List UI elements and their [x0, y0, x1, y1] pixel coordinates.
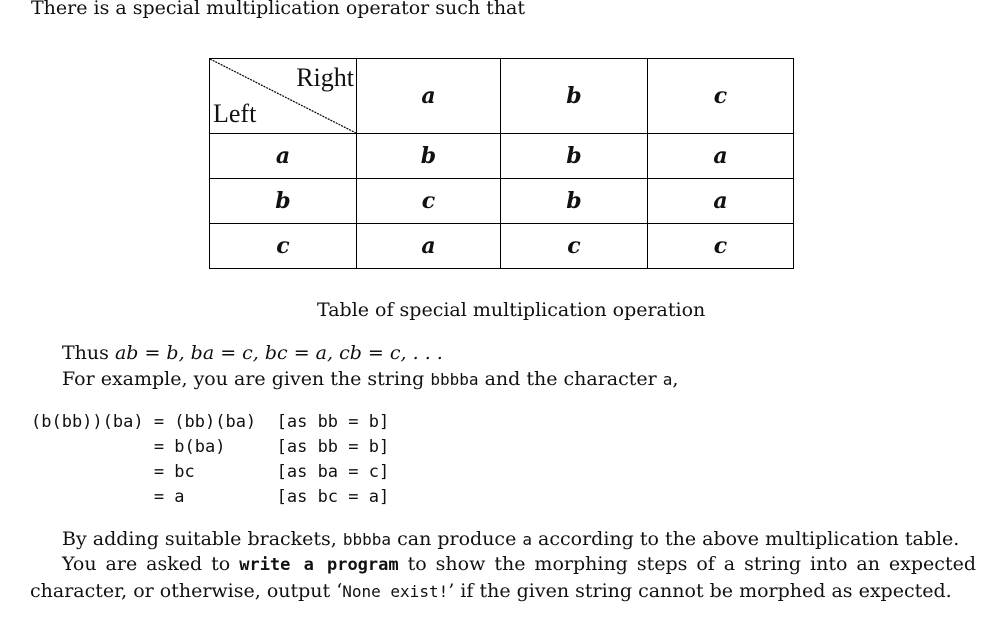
table-caption: Table of special multiplication operation	[317, 299, 706, 321]
table-cell: a	[648, 179, 794, 224]
row-header-a: a	[210, 134, 357, 179]
para2-bold: write a program	[239, 555, 399, 575]
multiplication-table	[209, 58, 794, 269]
corner-left-label: Left	[213, 99, 257, 128]
example-text-a: For example, you are given the string	[62, 368, 431, 390]
example-char: a	[662, 370, 673, 389]
para1-text-c: according to the above multiplication table.	[532, 528, 960, 550]
table-row	[210, 179, 794, 224]
derivation-line: = bc [as ba = c]	[31, 462, 390, 482]
example-string: bbbba	[430, 370, 479, 389]
para2-text-c: ’ if the given string cannot be morphed as expected.	[448, 580, 952, 602]
para2-text-b: to show the morphing steps of a string into an expected character, or otherwise, output ‘	[30, 553, 976, 602]
col-header-c: c	[648, 59, 794, 134]
para1-text-a: By adding suitable brackets,	[62, 528, 343, 550]
table-corner-cell	[210, 59, 357, 134]
example-text-c: ,	[672, 368, 679, 390]
paragraph-task	[30, 551, 976, 605]
table-cell: b	[501, 134, 648, 179]
para1-string: bbbba	[342, 530, 392, 549]
thus-prefix: Thus	[62, 342, 115, 364]
table-cell: a	[357, 224, 501, 269]
derivation-line: = b(ba) [as bb = b]	[31, 437, 390, 457]
table-cell: c	[648, 224, 794, 269]
col-header-a: a	[357, 59, 501, 134]
table-row	[210, 134, 794, 179]
table-cell: b	[357, 134, 501, 179]
table-cell: a	[648, 134, 794, 179]
derivation-line: (b(bb))(ba) = (bb)(ba) [as bb = b]	[31, 412, 390, 432]
para1-char: a	[522, 530, 532, 549]
thus-line	[62, 342, 443, 364]
row-header-b: b	[210, 179, 357, 224]
thus-math: ab = b, ba = c, bc = a, cb = c, . . .	[114, 342, 443, 364]
derivation-line: = a [as bc = a]	[31, 487, 390, 507]
paragraph-brackets	[62, 528, 959, 551]
para1-text-b: can produce	[391, 528, 523, 550]
table-header-row	[210, 59, 794, 134]
col-header-b: b	[501, 59, 648, 134]
corner-right-label: Right	[296, 63, 354, 92]
example-text-b: and the character	[478, 368, 663, 390]
para2-text-a: You are asked to	[62, 553, 240, 575]
table-row	[210, 224, 794, 269]
table-cell: b	[501, 179, 648, 224]
example-line	[62, 368, 678, 391]
row-header-c: c	[210, 224, 357, 269]
table-cell: c	[357, 179, 501, 224]
intro-text: There is a special multiplication operator such that	[31, 0, 526, 19]
para2-mono: None exist!	[342, 582, 449, 601]
table-cell: c	[501, 224, 648, 269]
derivation-block	[31, 410, 389, 510]
